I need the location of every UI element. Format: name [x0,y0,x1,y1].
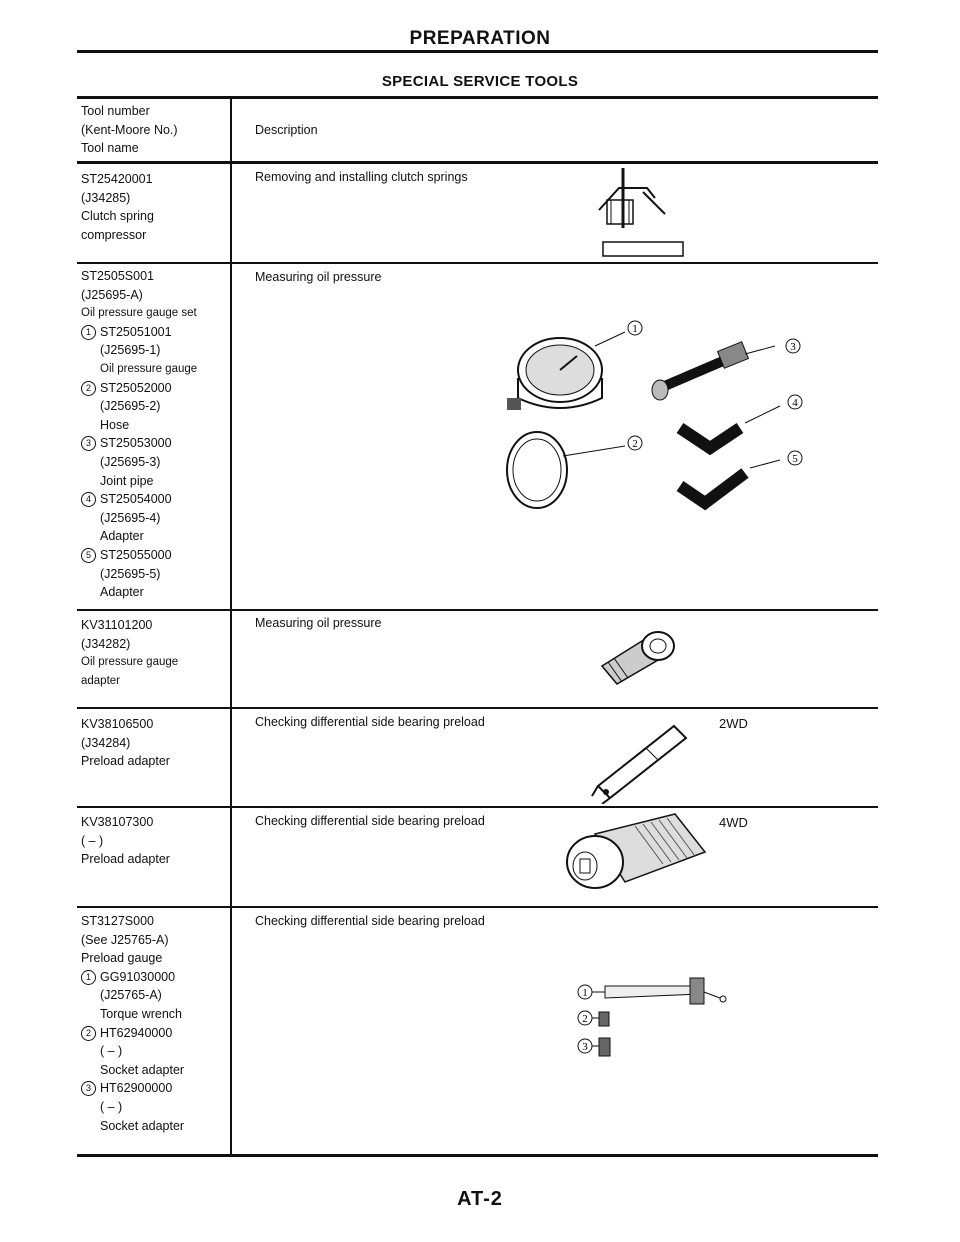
tool-row-preload-adapter-4wd [81,813,229,869]
header-description: Description [255,123,318,137]
part-number-line [81,379,229,398]
table-top-rule [77,96,878,99]
part-kent-moore: (J25695-2) [100,399,161,414]
column-divider [230,98,232,1156]
part-name: Oil pressure gauge [100,362,198,375]
row-divider [77,262,878,264]
part-number: ST25053000 [100,436,172,451]
callout-1: 1 [582,987,588,999]
callout-marker: 3 [81,436,96,451]
header-tool-name: Tool name [81,141,139,156]
row-divider [77,707,878,709]
oil-pressure-gauge-illustration [507,321,642,410]
part-number-line [81,490,229,509]
callout-5: 5 [792,453,798,465]
kent-moore-number: (J34284) [81,735,131,750]
tool-name: Oil pressure gauge [81,656,179,669]
part-number-line [81,1024,229,1043]
oil-pressure-gauge-adapter-illustration [590,618,690,688]
page-number: AT-2 [457,1188,503,1210]
callout-3: 3 [790,341,796,353]
socket-adapter-illustration [578,1038,610,1056]
callout-1: 1 [632,323,638,335]
adapter-angled-illustration [680,451,802,503]
tool-number: KV31101200 [81,618,153,632]
tool-name: Preload adapter [81,754,170,769]
tool-row-oil-pressure-gauge-adapter [81,616,229,690]
part-number: ST25054000 [100,492,172,507]
part-number: ST25055000 [100,547,172,562]
title-rule [77,50,878,53]
callout-2: 2 [632,438,638,450]
kent-moore-number: (J34285) [81,190,131,205]
part-number-line [81,323,229,342]
callout-marker: 4 [81,492,96,507]
tool-row-oil-pressure-gauge-set [81,267,229,602]
tool-description: Checking differential side bearing preload [255,914,485,928]
tool-name: adapter [81,674,121,687]
part-number-line [81,434,229,453]
tool-description: Measuring oil pressure [255,270,382,284]
tool-number: ST2505S001 [81,269,154,283]
tool-description: Checking differential side bearing preload [255,715,485,729]
part-kent-moore: ( – ) [100,1099,123,1114]
torque-wrench-illustration [578,978,726,1004]
part-number: HT62900000 [100,1081,173,1096]
table-bottom-rule [77,1154,878,1157]
oil-pressure-gauge-set-illustration [505,318,825,518]
header-tool-number: Tool number [81,104,150,118]
part-number-line [81,546,229,565]
part-number: ST25052000 [100,380,172,395]
tool-number: KV38106500 [81,717,154,731]
callout-4: 4 [792,397,798,409]
part-kent-moore: (J25695-5) [100,566,161,581]
callout-3: 3 [582,1041,588,1053]
part-name: Adapter [100,585,144,600]
part-number-line [81,1079,229,1098]
kent-moore-number: (See J25765-A) [81,932,169,947]
tool-name: Oil pressure gauge set [81,307,197,320]
tool-name: Clutch spring [81,209,154,224]
part-kent-moore: (J25695-1) [100,343,161,358]
part-number-line [81,968,229,987]
drive-type-tag: 2WD [719,716,748,731]
adapter-elbow-illustration [680,395,802,448]
part-number: HT62940000 [100,1025,173,1040]
part-kent-moore: (J25765-A) [100,988,162,1003]
row-divider [77,806,878,808]
header-tool-column [81,102,229,158]
part-number: ST25051001 [100,324,172,339]
kent-moore-number: (J25695-A) [81,287,143,302]
part-kent-moore: (J25695-3) [100,454,161,469]
part-name: Socket adapter [100,1118,185,1133]
header-kent-moore: (Kent-Moore No.) [81,122,178,137]
tool-number: ST25420001 [81,172,153,186]
part-number: GG91030000 [100,969,176,984]
socket-adapter-illustration [578,1011,609,1026]
part-name: Socket adapter [100,1062,185,1077]
section-title: SPECIAL SERVICE TOOLS [381,73,579,90]
callout-marker: 5 [81,548,96,563]
drive-type-tag: 4WD [719,815,748,830]
kent-moore-number: (J34282) [81,636,131,651]
tool-row-clutch-spring-compressor [81,170,229,244]
tool-name: compressor [81,227,147,242]
page-title: PREPARATION [409,28,551,49]
part-name: Hose [100,417,130,432]
part-name: Joint pipe [100,473,154,488]
callout-marker: 1 [81,325,96,340]
callout-marker: 2 [81,1026,96,1041]
header-rule [77,161,878,164]
row-divider [77,609,878,611]
row-divider [77,906,878,908]
joint-pipe-illustration [652,339,800,400]
tool-description: Removing and installing clutch springs [255,170,468,184]
callout-marker: 2 [81,381,96,396]
tool-description: Checking differential side bearing preload [255,814,485,828]
part-name: Torque wrench [100,1006,182,1021]
tool-row-preload-adapter-2wd [81,715,229,771]
callout-2: 2 [582,1013,588,1025]
preload-gauge-illustration [575,972,735,1064]
callout-marker: 1 [81,970,96,985]
tool-number: KV38107300 [81,815,154,829]
tool-name: Preload gauge [81,951,163,966]
kent-moore-number: ( – ) [81,833,104,848]
part-kent-moore: (J25695-4) [100,510,161,525]
callout-marker: 3 [81,1081,96,1096]
part-name: Adapter [100,529,144,544]
clutch-spring-compressor-illustration [585,166,695,262]
preload-adapter-4wd-illustration [555,812,715,904]
hose-illustration [507,432,642,508]
tool-description: Measuring oil pressure [255,616,382,630]
tool-number: ST3127S000 [81,914,154,928]
tool-row-preload-gauge [81,912,229,1135]
tool-name: Preload adapter [81,852,170,867]
preload-adapter-2wd-illustration [588,712,703,804]
part-kent-moore: ( – ) [100,1044,123,1059]
